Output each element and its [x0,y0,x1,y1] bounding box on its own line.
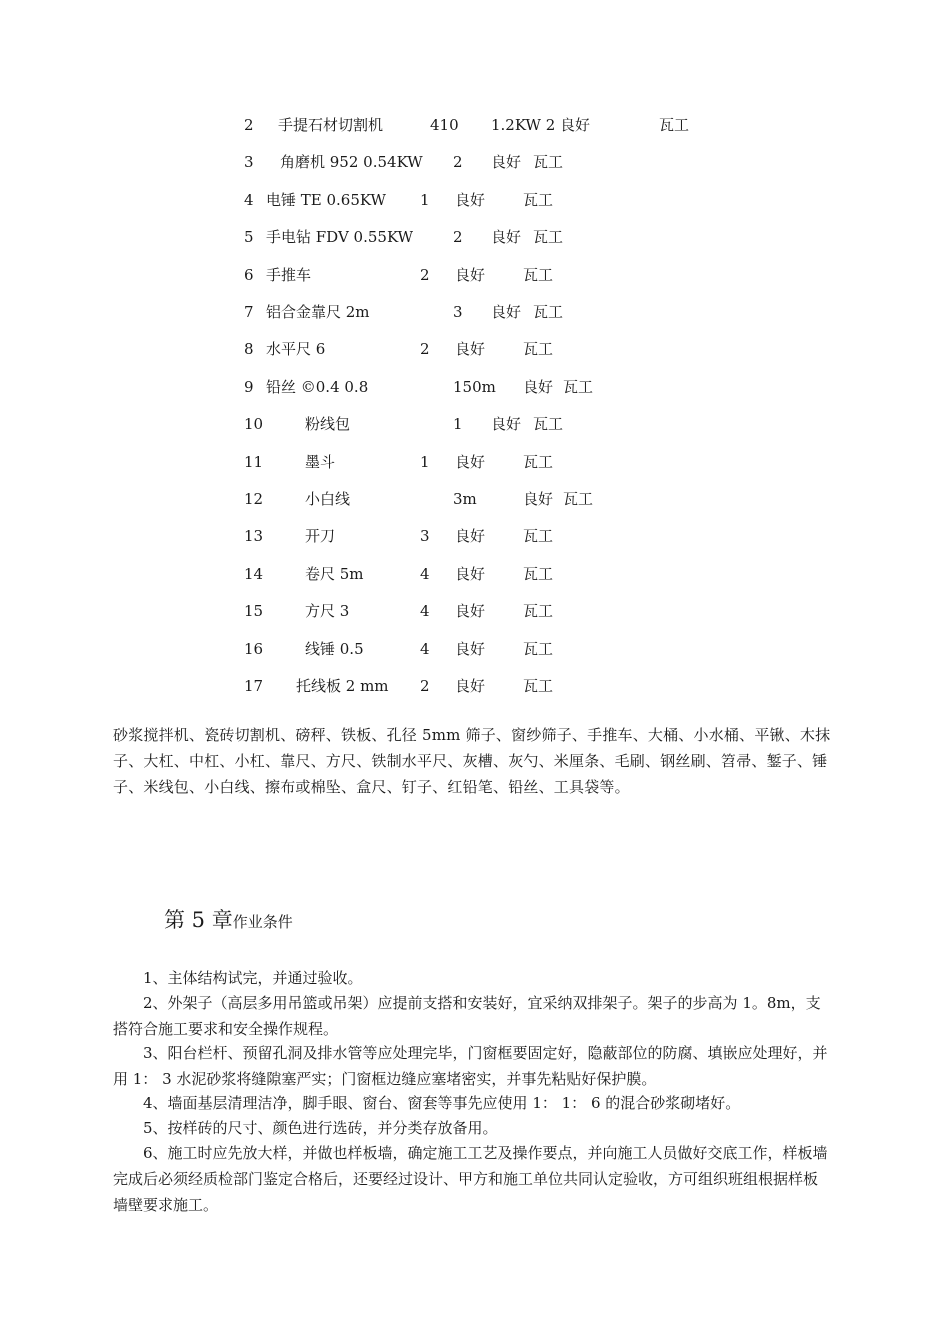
tool-row-cell: 瓦工 [523,564,554,583]
tool-row-cell: 2 [420,677,430,695]
condition-item: 5、按样砖的尺寸、颜色进行选砖，并分类存放备用。 [143,1119,498,1137]
tool-row-cell: 4 [420,602,430,621]
tool-row-number: 13 [244,527,264,546]
tool-row-cell: 托线板 2 mm [296,677,389,695]
tool-row-cell: 2 [453,153,463,172]
tool-row-cell: 瓦工 [523,340,554,359]
tool-row-cell: 良好 [455,265,486,284]
tool-row-cell: 手推车 [266,265,312,284]
tool-row-number: 7 [244,303,254,321]
chapter-heading [164,904,293,934]
tool-row-cell: 良好 [455,527,486,546]
tool-row-cell: 瓦工 [563,377,594,396]
tool-row-cell: 瓦工 [659,116,690,134]
tool-row-number: 6 [244,265,254,284]
tool-row-cell: 4 [420,564,430,583]
tool-row-cell: 瓦工 [523,265,554,284]
tool-row-cell: 良好 [455,677,486,695]
tool-row-cell: 瓦工 [523,452,554,471]
tool-row-cell: 3 [420,527,430,546]
tool-row-cell: 粉线包 [305,415,351,434]
tool-row-cell: 小白线 [305,490,351,508]
tool-row-cell: 角磨机 952 0.54KW [280,153,423,172]
tool-row-cell: 瓦工 [533,153,564,172]
tool-row-number: 16 [244,639,264,658]
tool-row-cell: 良好 [523,377,554,396]
tool-row-number: 14 [244,564,264,583]
tool-row-cell: 瓦工 [523,639,554,658]
tool-row-cell: 瓦工 [533,303,564,321]
tool-row-cell: 线锤 0.5 [305,639,364,658]
tool-row-cell: 瓦工 [523,527,554,546]
tool-row-cell: 手提石材切割机 [278,116,384,134]
tool-row-number: 5 [244,228,254,247]
tool-row-cell: 1 [420,452,430,471]
tool-row-cell: 2 [420,340,430,359]
tool-row-cell: 410 [430,116,459,134]
tool-row-number: 17 [244,677,264,695]
tool-row-number: 11 [244,452,264,471]
tool-row-number: 10 [244,415,264,434]
tool-row-cell: 1.2KW 2 良好 [491,116,591,134]
tool-row-cell: 良好 [491,415,522,434]
tool-row-cell: 瓦工 [523,602,554,621]
condition-item: 4、墙面基层清理洁净，脚手眼、窗台、窗套等事先应使用 1： 1： 6 的混合砂浆砌堵好。 [143,1094,741,1112]
tool-row-number: 12 [244,490,264,508]
tool-row-cell: 1 [453,415,463,434]
tool-row-cell: 瓦工 [533,228,564,247]
tool-row-cell: 开刀 [305,527,336,546]
tool-row-cell: 2 [453,228,463,247]
condition-item: 2、外架子（高层多用吊篮或吊架）应提前支搭和安装好，宜采纳双排架子。架子的步高为 1。8m，支搭符合施工要求和安全操作规程。 [113,994,821,1038]
tool-row-cell: 水平尺 6 [266,340,326,359]
tool-row-cell: 良好 [455,602,486,621]
tool-row-cell: 墨斗 [305,452,336,471]
tool-row-cell: 良好 [455,564,486,583]
tool-row-cell: 1 [420,190,430,209]
tool-row-number: 4 [244,190,254,209]
tool-row-cell: 良好 [523,490,554,508]
tool-row-number: 3 [244,153,254,172]
tool-row-cell: 良好 [491,228,522,247]
chapter-subtitle: 作业条件 [232,913,293,931]
condition-item: 1、主体结构试完，并通过验收。 [143,969,363,987]
tool-row-cell: 2 [420,265,430,284]
tool-row-cell: 良好 [455,639,486,658]
tool-row-number: 15 [244,602,264,621]
tool-row-cell: 良好 [455,452,486,471]
tools-list-paragraph: 砂浆搅拌机、瓷砖切割机、磅秤、铁板、孔径 5mm 筛子、窗纱筛子、手推车、大桶、小水桶、平锹、木抹子、大杠、中杠、小杠、靠尺、方尺、铁制水平尺、灰槽、灰勺、米厘条、毛刷、钢丝刷、笤帚、錾子、锤子、米线包、小白线、擦布或棉坠、盒尺、钉子、红铅笔、铅丝、工具袋等。 [113,726,831,796]
tool-row-cell: 瓦工 [523,190,554,209]
condition-item: 6、施工时应先放大样，并做也样板墙，确定施工工艺及操作要点，并向施工人员做好交底工作，样板墙完成后必须经质检部门鉴定合格后，还要经过设计、甲方和施工单位共同认定验收，方可组织班组根据样板墙壁要求施工。 [113,1144,828,1214]
tool-row-cell: 电锤 TE 0.65KW [266,190,386,209]
condition-item: 3、阳台栏杆、预留孔洞及排水管等应处理完毕，门窗框要固定好，隐蔽部位的防腐、填嵌应处理好，并用 1： 3 水泥砂浆将缝隙塞严实；门窗框边缝应塞堵密实，并事先粘贴好保护膜。 [113,1044,828,1088]
tool-row-cell: 150m [453,377,496,396]
tool-row-cell: 良好 [455,190,486,209]
tool-row-cell: 铅丝 ©0.4 0.8 [266,377,369,396]
tool-row-cell: 瓦工 [533,415,564,434]
tool-row-cell: 手电钻 FDV 0.55KW [266,228,414,247]
tool-row-cell: 4 [420,639,430,658]
tool-row-cell: 3 [453,303,463,321]
tool-row-cell: 良好 [491,153,522,172]
tool-row-number: 8 [244,340,254,359]
tool-row-number: 2 [244,116,254,134]
tool-row-cell: 方尺 3 [305,602,350,621]
tool-row-cell: 铝合金靠尺 2m [266,303,370,321]
tool-row-cell: 良好 [491,303,522,321]
tool-row-cell: 瓦工 [523,677,554,695]
tool-row-cell: 3m [453,490,477,508]
tool-row-cell: 良好 [455,340,486,359]
tool-row-number: 9 [244,377,254,396]
chapter-title: 第 5 章 [164,908,233,932]
tool-row-cell: 瓦工 [563,490,594,508]
tool-row-cell: 卷尺 5m [305,564,364,583]
